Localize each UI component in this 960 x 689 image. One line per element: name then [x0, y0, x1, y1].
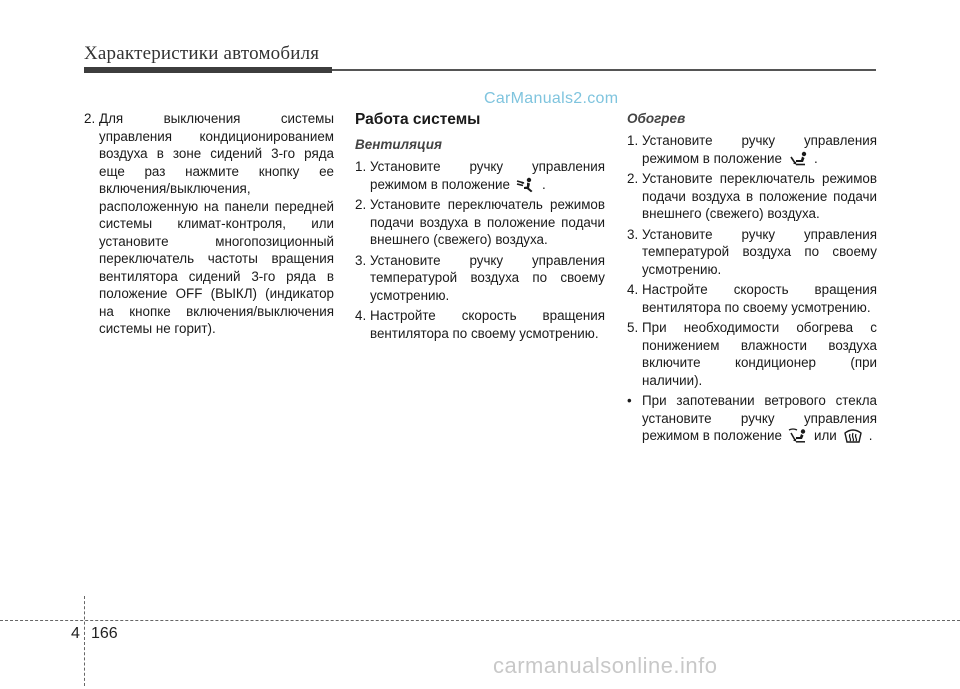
watermark-top[interactable]: CarManuals2.com	[484, 90, 619, 107]
page-header-title: Характеристики автомобиля	[84, 43, 320, 64]
item-number: 3.	[627, 226, 639, 242]
item-text: Настройте скорость вращения вентилятора по своему усмотрению.	[642, 282, 877, 315]
list-item	[355, 158, 605, 193]
list-item	[355, 196, 605, 249]
item-text-end: .	[814, 150, 818, 166]
subsection-title-heating: Обогрев	[627, 111, 686, 126]
list-item	[627, 226, 877, 279]
column-1	[84, 110, 334, 341]
item-number: 2.	[355, 197, 367, 212]
bullet-item	[627, 392, 877, 445]
footer-vertical-rule	[84, 596, 85, 686]
defrost-mode-icon	[843, 428, 863, 444]
bullet-text-or: или	[814, 428, 837, 443]
item-text: При необходимости обогрева с понижением влажности воздуха включите кондиционер (при наличии).	[642, 320, 877, 388]
footer-horizontal-rule	[0, 620, 960, 621]
floor-defrost-mode-icon	[788, 428, 808, 444]
column-2	[355, 110, 605, 345]
item-text: Установите ручку управления режимом в положение	[370, 159, 605, 192]
list-item	[355, 307, 605, 342]
item-text: Установите переключатель режимов подачи воздуха в положение подачи внешнего (свежего) воздуха.	[642, 171, 877, 221]
item-number: 4.	[355, 308, 367, 323]
chapter-number: 4	[71, 625, 80, 642]
bullet-text: При запотевании ветрового стекла установите ручку управления режимом в положение	[642, 393, 877, 443]
item-number: 1.	[355, 159, 367, 174]
item-text: Для выключения системы управления кондиционированием воздуха в зоне сидений 3-го ряда еще раз нажмите кнопку ее включения/выключения, расположенную на панели передней системы климат-контроля, или установите многопозиционный переключатель частоты вращения вентилятора сидений 3-го ряда в положение OFF (ВЫКЛ) (индикатор на кнопке включения/выключения системы не горит).	[99, 111, 334, 336]
list-item	[627, 281, 877, 316]
floor-mode-icon	[788, 151, 808, 167]
item-text-end: .	[542, 176, 546, 192]
item-number: 1.	[627, 133, 639, 148]
item-text: Установите ручку управления температурой воздуха по своему усмотрению.	[370, 252, 605, 303]
item-text: Настройте скорость вращения вентилятора по своему усмотрению.	[370, 308, 605, 341]
list-item	[84, 110, 334, 338]
subsection-title-ventilation: Вентиляция	[355, 137, 442, 152]
item-text: Установите переключатель режимов подачи воздуха в положение подачи внешнего (свежего) воздуха.	[370, 197, 605, 247]
section-title: Работа системы	[355, 111, 481, 128]
bullet-text-end: .	[868, 428, 873, 443]
item-number: 2.	[627, 171, 639, 186]
list-item	[355, 252, 605, 305]
item-number: 4.	[627, 282, 639, 297]
item-number: 3.	[355, 252, 367, 268]
list-item	[627, 132, 877, 167]
item-text: Установите ручку управления режимом в положение	[642, 133, 877, 166]
list-item	[627, 319, 877, 389]
page-number: 166	[91, 625, 118, 642]
watermark-bottom[interactable]: carmanualsonline.info	[493, 653, 718, 678]
bullet-mark: •	[627, 393, 632, 408]
list-item	[627, 170, 877, 223]
header-rule-thin	[332, 69, 876, 71]
vent-mode-icon	[516, 177, 536, 193]
item-text: Установите ручку управления температурой воздуха по своему усмотрению.	[642, 226, 877, 277]
column-3	[627, 110, 877, 448]
item-number: 5.	[627, 320, 639, 335]
item-number: 2.	[84, 111, 96, 126]
header-rule-thick	[84, 67, 332, 73]
